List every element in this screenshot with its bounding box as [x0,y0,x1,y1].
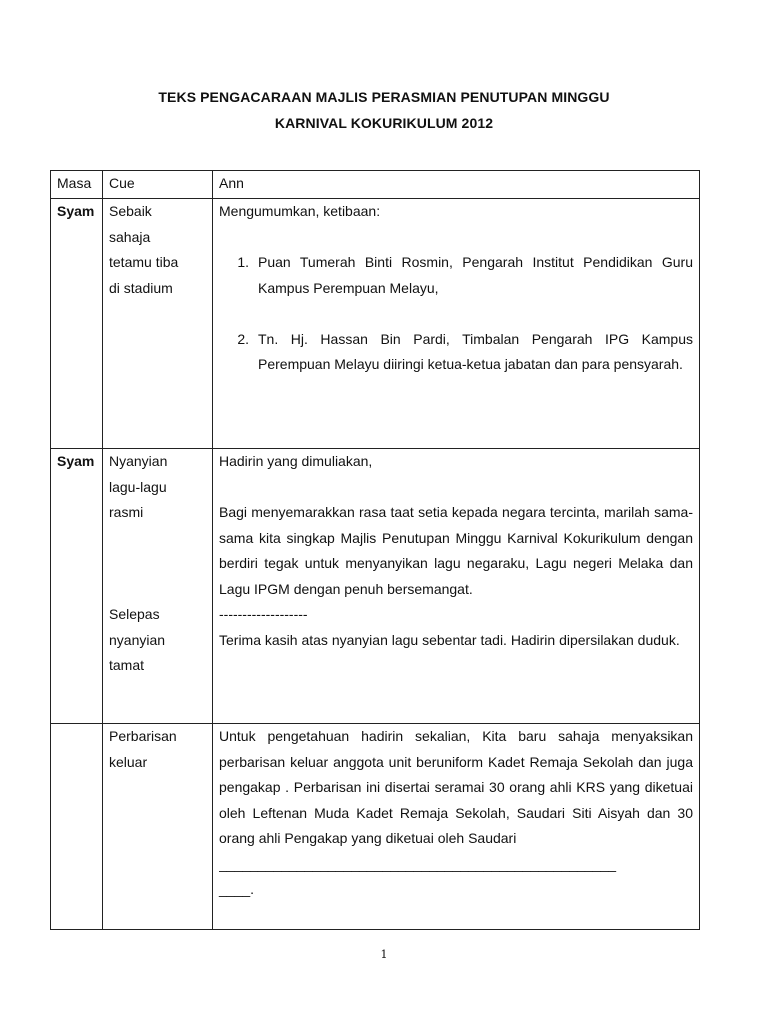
row2-greeting: Hadirin yang dimuliakan, [219,453,373,469]
row3-ann [213,724,700,930]
cue-line: Sebaik [109,203,152,219]
row1-masa: Syam [51,199,103,449]
row2-ann [213,449,700,724]
row2-separator: ------------------- [219,606,308,622]
header-masa: Masa [51,171,103,199]
guest-list [219,250,693,378]
cue-line: sahaja [109,228,151,245]
row3-paragraph: Untuk pengetahuan hadirin sekalian, Kita baru sahaja menyaksikan perbarisan keluar anggota unit beruniform Kadet Remaja Sekolah dan juga pengakap . Perbarisan ini disertai seramai 30 orang ahli KRS yang diketuai oleh Leftenan Muda Kadet Remaja Sekolah, Saudari Siti Aisyah dan 30 orang ahli Pengakap yang diketuai oleh Saudari [219,728,693,846]
cue-line: tamat [109,657,145,673]
cue-line: Perbarisan [109,728,177,744]
cue-line: keluar [109,753,148,770]
page-number: 1 [380,948,388,961]
cue-line: Nyanyian [109,453,168,469]
row2-closing: Terima kasih atas nyanyian lagu sebentar tadi. Hadirin dipersilakan duduk. [219,631,680,648]
row2-cue [103,449,213,724]
table-row [51,199,700,449]
list-item: 2. Tn. Hj. Hassan Bin Pardi, Timbalan Pengarah IPG Kampus Perempuan Melayu diiringi ketua-ketua jabatan dan para pensyarah. [237,330,693,372]
cue-line: lagu-lagu [109,478,167,495]
table-row [51,724,700,930]
header-cue: Cue [103,171,213,199]
cue-line: di stadium [109,279,173,296]
cue-line: tetamu tiba [109,254,179,270]
row3-masa [51,724,103,930]
script-table [50,170,700,930]
table-header-row [51,171,700,199]
cue-line: nyanyian [109,631,166,648]
header-ann: Ann [213,171,700,199]
row3-blank-end: ____. [219,881,255,897]
cue-line: rasmi [109,504,144,520]
row2-masa: Syam [51,449,103,724]
list-item: 1. Puan Tumerah Binti Rosmin, Pengarah Institut Pendidikan Guru Kampus Perempuan Melayu, [237,254,693,296]
row1-intro: Mengumumkan, ketibaan: [219,203,381,219]
row2-paragraph: Bagi menyemarakkan rasa taat setia kepada negara tercinta, marilah sama-sama kita singkap Majlis Penutupan Minggu Karnival Kokurikulum dengan berdiri tegak untuk menyanyikan lagu negaraku, Lagu negeri Melaka dan Lagu IPGM dengan penuh bersemangat. [219,504,693,597]
row1-ann [213,199,700,449]
row3-blank-line: ___________________________________________________ [219,855,617,872]
row1-cue [103,199,213,449]
document-title-line2: KARNIVAL KOKURIKULUM 2012 [274,115,494,131]
cue-line: Selepas [109,606,160,622]
document-title-line1: TEKS PENGACARAAN MAJLIS PERASMIAN PENUTUPAN MINGGU [158,89,610,105]
row3-cue [103,724,213,930]
table-row [51,449,700,724]
